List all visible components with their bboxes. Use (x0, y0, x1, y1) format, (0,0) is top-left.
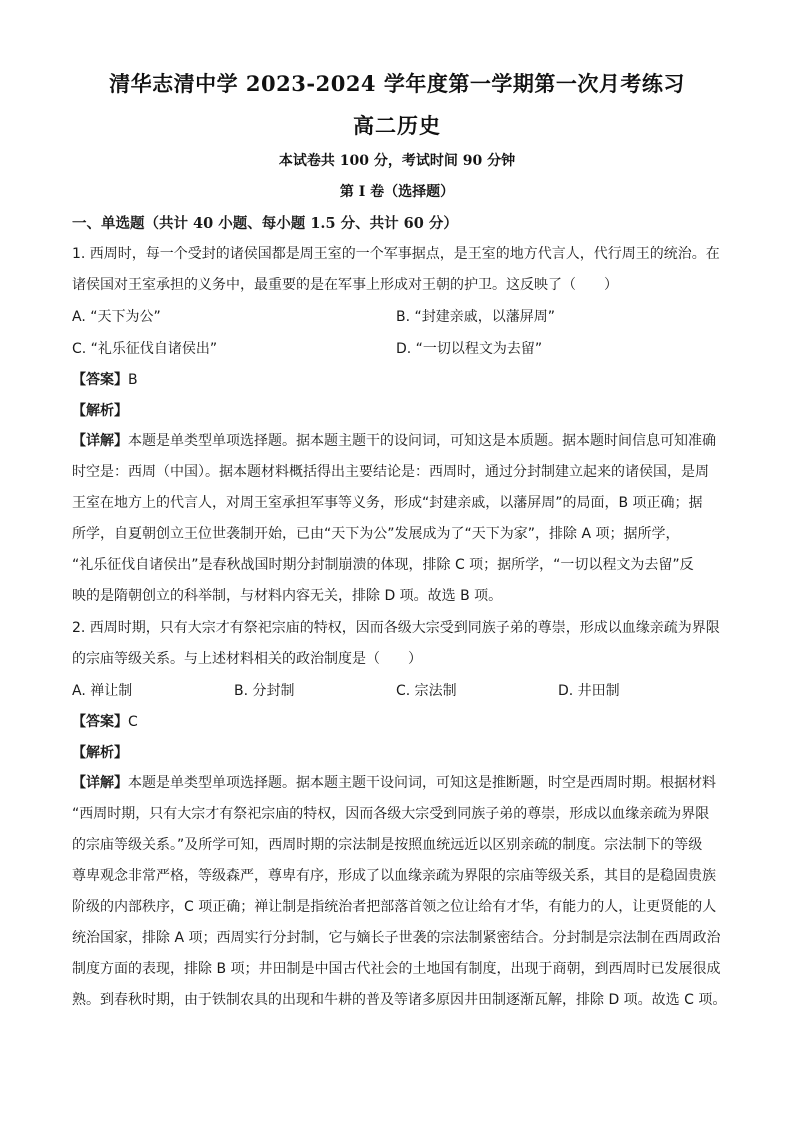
q1-option-b: B. “封建亲戚，以藩屏周” (396, 309, 556, 325)
answer-value: C (128, 714, 138, 730)
q1-option-a: A. “天下为公” (72, 309, 161, 325)
detail-label: 【详解】 (72, 433, 128, 449)
answer-label: 【答案】 (72, 714, 128, 730)
q1-stem-line: 1. 西周时，每一个受封的诸侯国都是周王室的一个军事据点，是王室的地方代言人，代行周王的统治。在 (72, 246, 720, 262)
q2-detail-line: 制度方面的表现，排除 B 项；井田制是中国古代社会的土地国有制度，出现于商朝，到西周时已发展很成 (72, 961, 721, 977)
section-title: 一、单选题（共计 40 小题、每小题 1.5 分、共计 60 分） (72, 215, 458, 232)
q2-stem-line: 2. 西周时期，只有大宗才有祭祀宗庙的特权，因而各级大宗受到同族子弟的尊崇，形成以血缘亲疏为界限 (72, 620, 720, 636)
q2-option-a: A. 禅让制 (72, 683, 133, 699)
q2-detail-line: 尊卑观念非常严格，等级森严，尊卑有序，形成了以血缘亲疏为界限的宗庙等级关系，其目的是稳固贵族 (72, 868, 716, 884)
q1-detail-line: 时空是：西周（中国）。据本题材料概括得出主要结论是：西周时，通过分封制建立起来的诸侯国，是周 (72, 464, 709, 480)
q1-answer (72, 369, 138, 389)
q2-option-c: C. 宗法制 (396, 683, 457, 699)
q1-detail-line: “礼乐征伐自诸侯出”是春秋战国时期分封制崩溃的体现，排除 C 项；据所学，“一切以程文为去留”反 (72, 557, 694, 573)
q1-detail-line: 王室在地方上的代言人，对周王室承担军事等义务，形成“封建亲戚，以藩屏周”的局面，B 项正确；据 (72, 495, 703, 511)
q2-detail-line: 统治国家，排除 A 项；西周实行分封制，它与嫡长子世袭的宗法制紧密结合。分封制是宗法制在西周政治 (72, 930, 721, 946)
q1-option-c: C. “礼乐征伐自诸侯出” (72, 341, 218, 357)
q2-analysis-label: 【解析】 (72, 745, 128, 761)
q2-detail-line (72, 773, 722, 793)
detail-text: 本题是单类型单项选择题。据本题主题干设问词，可知这是推断题，时空是西周时期。根据材料 (128, 775, 716, 791)
q1-detail-line: 映的是隋朝创立的科举制，与材料内容无关，排除 D 项。故选 B 项。 (72, 588, 503, 604)
q1-detail-line (72, 431, 722, 451)
part-title: 第 I 卷（选择题） (339, 184, 455, 200)
answer-value: B (128, 372, 138, 388)
q2-option-b: B. 分封制 (234, 683, 295, 699)
exam-title: 清华志清中学 2023-2024 学年度第一学期第一次月考练习 (109, 71, 685, 96)
detail-text: 本题是单类型单项选择题。据本题主题干的设问词，可知这是本质题。据本题时间信息可知准确 (128, 433, 716, 449)
q2-detail-line: 阶级的内部秩序，C 项正确；禅让制是指统治者把部落首领之位让给有才华，有能力的人，让更贤能的人 (72, 899, 717, 915)
q2-answer (72, 711, 138, 731)
q2-detail-line: 熟。到春秋时期，由于铁制农具的出现和牛耕的普及等诸多原因井田制逐渐瓦解，排除 D 项。故选 C 项。 (72, 992, 727, 1008)
q2-detail-line: 的宗庙等级关系。”及所学可知，西周时期的宗法制是按照血统远近以区别亲疏的制度。宗法制下的等级 (72, 837, 703, 853)
q2-stem-line: 的宗庙等级关系。与上述材料相关的政治制度是（ ） (72, 651, 422, 667)
q1-detail-line: 所学，自夏朝创立王位世袭制开始，已由“天下为公”发展成为了“天下为家”，排除 A 项；据所学， (72, 526, 680, 542)
q2-detail-line: “西周时期，只有大宗才有祭祀宗庙的特权，因而各级大宗受到同族子弟的尊崇，形成以血缘亲疏为界限 (72, 806, 710, 822)
exam-info: 本试卷共 100 分，考试时间 90 分钟 (278, 153, 516, 169)
q1-option-d: D. “一切以程文为去留” (396, 341, 543, 357)
subject-title: 高二历史 (353, 113, 441, 138)
detail-label: 【详解】 (72, 775, 128, 791)
answer-label: 【答案】 (72, 372, 128, 388)
q1-stem-line: 诸侯国对王室承担的义务中，最重要的是在军事上形成对王朝的护卫。这反映了（ ） (72, 277, 618, 293)
q1-analysis-label: 【解析】 (72, 403, 128, 419)
q2-option-d: D. 井田制 (558, 683, 620, 699)
